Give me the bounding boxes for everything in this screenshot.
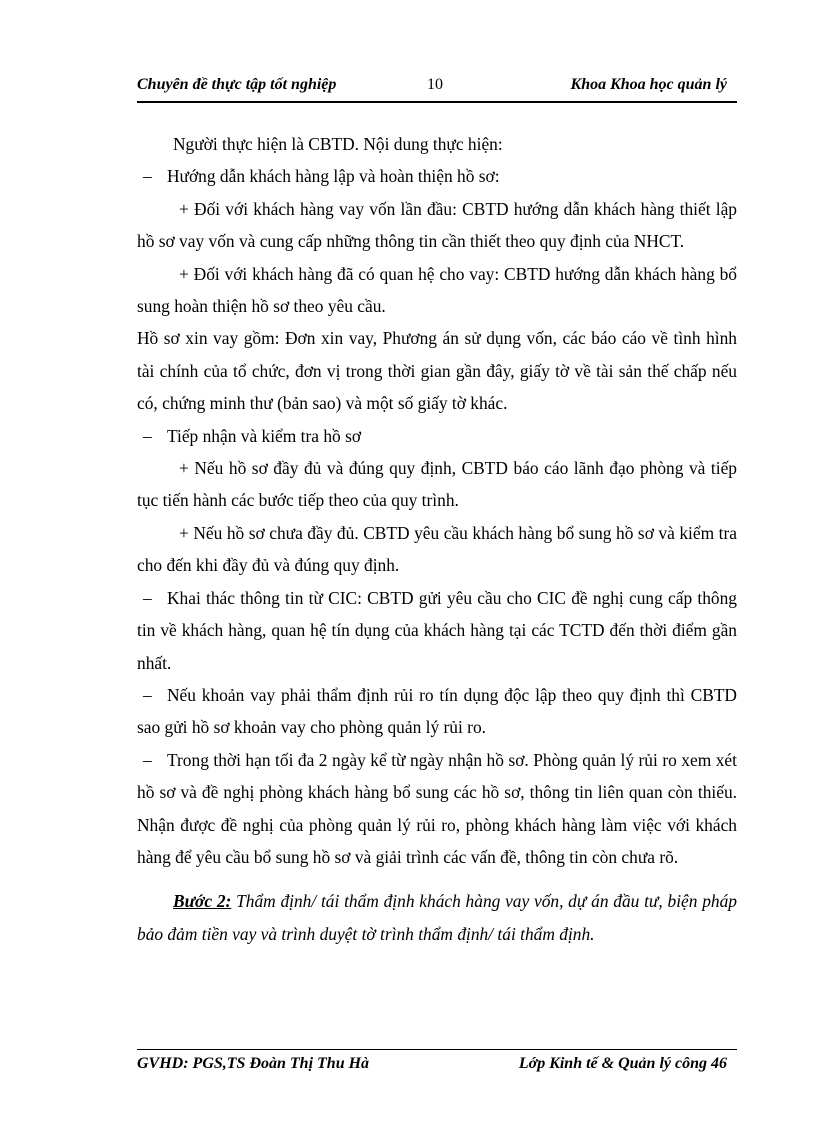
paragraph: Người thực hiện là CBTD. Nội dung thực hiện: (173, 134, 503, 154)
plus-item (137, 452, 737, 517)
header-title: Chuyên đề thực tập tốt nghiệp (137, 76, 337, 93)
plus-marker: + (179, 198, 189, 219)
plus-marker: + (179, 263, 189, 284)
step-text: Thẩm định/ tái thẩm định khách hàng vay vốn, dự án đầu tư, biện pháp bảo đảm tiền vay và trình duyệt tờ trình thẩm định/ tái thẩm định. (137, 891, 737, 944)
plus-marker: + (179, 522, 189, 543)
dash-marker: – (143, 749, 152, 770)
dash-item-text: Khai thác thông tin từ CIC: CBTD gửi yêu cầu cho CIC đề nghị cung cấp thông tin về khách hàng, quan hệ tín dụng của khách hàng tại các TCTD đến thời điểm gần nhất. (137, 587, 737, 673)
dash-item (137, 582, 737, 679)
plus-item-text: Đối với khách hàng vay vốn lần đầu: CBTD hướng dẫn khách hàng thiết lập hồ sơ vay vốn và cung cấp những thông tin cần thiết theo quy định của NHCT. (137, 198, 737, 252)
dash-marker: – (143, 587, 152, 608)
page-body (137, 128, 737, 950)
step-heading (137, 885, 737, 950)
plus-item (137, 193, 737, 258)
header-rule (137, 101, 737, 103)
dash-marker: – (143, 166, 152, 187)
plus-item-text: Đối với khách hàng đã có quan hệ cho vay: CBTD hướng dẫn khách hàng bổ sung hoàn thiện hồ sơ theo yêu cầu. (137, 263, 737, 317)
page-header (137, 76, 737, 100)
step-label: Bước 2: (173, 891, 232, 912)
dash-item-text: Tiếp nhận và kiểm tra hồ sơ (167, 425, 362, 446)
footer-supervisor: GVHD: PGS,TS Đoàn Thị Thu Hà (137, 1055, 370, 1072)
plus-item-text: Nếu hồ sơ đầy đủ và đúng quy định, CBTD báo cáo lãnh đạo phòng và tiếp tục tiến hành các bước tiếp theo của quy trình. (137, 458, 737, 511)
plus-item (137, 258, 737, 323)
footer-class: Lớp Kinh tế & Quản lý công 46 (518, 1055, 727, 1072)
plus-marker: + (179, 458, 189, 479)
dash-item (137, 679, 737, 744)
plus-item-text: Nếu hồ sơ chưa đầy đủ. CBTD yêu cầu khách hàng bổ sung hồ sơ và kiểm tra cho đến khi đầy đủ và đúng quy định. (137, 522, 737, 576)
dash-item-text: Hướng dẫn khách hàng lập và hoàn thiện hồ sơ: (167, 166, 500, 187)
dash-item (137, 160, 737, 192)
dash-item-text: Trong thời hạn tối đa 2 ngày kể từ ngày nhận hồ sơ. Phòng quản lý rủi ro xem xét hồ sơ và đề nghị phòng khách hàng bổ sung các hồ sơ, thông tin liên quan còn thiếu. Nhận được đề nghị của phòng quản lý rủi ro, phòng khách hàng làm việc với khách hàng để yêu cầu bổ sung hồ sơ và giải trình các vấn đề, thông tin còn chưa rõ. (137, 749, 737, 867)
paragraph: Hồ sơ xin vay gồm: Đơn xin vay, Phương án sử dụng vốn, các báo cáo về tình hình tài chính của tổ chức, đơn vị trong thời gian gần đây, giấy tờ về tài sản thế chấp nếu có, chứng minh thư (bản sao) và một số giấy tờ khác. (137, 328, 737, 414)
dash-item (137, 744, 737, 874)
dash-marker: – (143, 425, 152, 446)
page-number: 10 (427, 76, 443, 93)
dash-marker: – (143, 684, 152, 705)
dash-item-text: Nếu khoản vay phải thẩm định rủi ro tín dụng độc lập theo quy định thì CBTD sao gửi hồ sơ khoản vay cho phòng quản lý rủi ro. (137, 684, 737, 738)
footer-rule (137, 1049, 737, 1050)
plus-item (137, 517, 737, 582)
header-faculty: Khoa Khoa học quản lý (570, 76, 727, 93)
dash-item (137, 420, 737, 452)
